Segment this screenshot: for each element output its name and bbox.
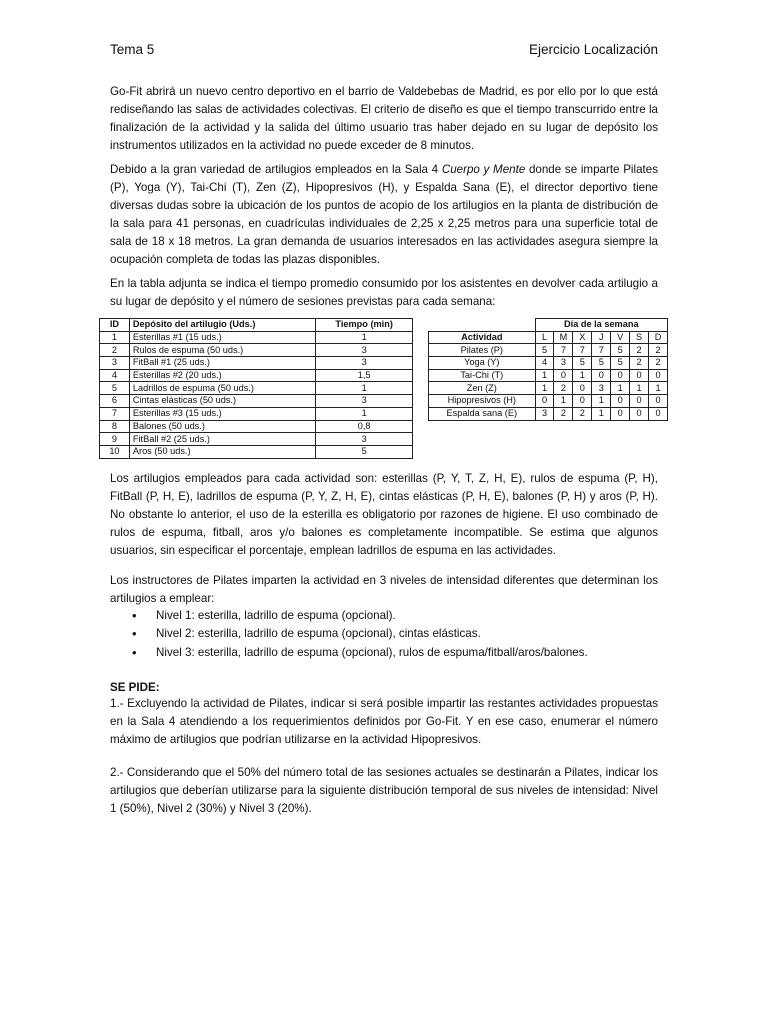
table-row xyxy=(100,433,413,446)
room-name: Cuerpo y Mente xyxy=(441,163,526,176)
session-count-cell: 5 xyxy=(573,357,592,370)
day-header: L xyxy=(535,331,554,344)
activity-cell: Yoga (Y) xyxy=(429,357,536,370)
session-count-cell: 0 xyxy=(535,395,554,408)
page-header xyxy=(110,42,658,62)
pilates-levels-paragraph: Los instructores de Pilates imparten la actividad en 3 niveles de intensidad diferentes que determinan los artilugios a emplear: xyxy=(110,574,658,605)
day-header: X xyxy=(573,331,592,344)
session-count-cell: 1 xyxy=(592,407,611,420)
session-count-cell: 4 xyxy=(535,357,554,370)
table-cell: Balones (50 uds.) xyxy=(129,420,315,433)
table-cell: Esterillas #1 (15 uds.) xyxy=(129,331,315,344)
questions-heading: SE PIDE: xyxy=(110,681,160,694)
session-count-cell: 1 xyxy=(630,382,649,395)
header-topic: Tema 5 xyxy=(110,42,155,57)
list-item: • Nivel 2: esterilla, ladrillo de espuma (opcional), cintas elásticas. xyxy=(110,625,658,643)
activity-cell: Zen (Z) xyxy=(429,382,536,395)
table-cell: 3 xyxy=(316,344,413,357)
session-count-cell: 0 xyxy=(649,407,668,420)
intro-paragraph-2 xyxy=(110,161,658,268)
session-count-cell: 5 xyxy=(611,357,630,370)
session-count-cell: 0 xyxy=(630,369,649,382)
session-count-cell: 2 xyxy=(630,357,649,370)
session-count-cell: 1 xyxy=(573,369,592,382)
table-row xyxy=(100,407,413,420)
table-cell: Ladrillos de espuma (50 uds.) xyxy=(129,382,315,395)
table-cell: Cintas elásticas (50 uds.) xyxy=(129,395,315,408)
table-cell: 9 xyxy=(100,433,130,446)
table-row xyxy=(100,382,413,395)
table-cell: 1 xyxy=(316,382,413,395)
table-cell: Rulos de espuma (50 uds.) xyxy=(129,344,315,357)
session-count-cell: 2 xyxy=(554,407,573,420)
session-count-cell: 5 xyxy=(535,344,554,357)
session-count-cell: 3 xyxy=(592,382,611,395)
session-count-cell: 0 xyxy=(573,395,592,408)
table-row xyxy=(429,382,668,395)
session-count-cell: 1 xyxy=(535,382,554,395)
column-header: Tiempo (min) xyxy=(316,319,413,332)
session-count-cell: 7 xyxy=(573,344,592,357)
table-cell: 1 xyxy=(316,407,413,420)
table-cell: 3 xyxy=(316,357,413,370)
table-cell: 8 xyxy=(100,420,130,433)
schedule-header-row xyxy=(429,331,668,344)
table-row xyxy=(100,445,413,458)
session-count-cell: 2 xyxy=(630,344,649,357)
table-cell: 6 xyxy=(100,395,130,408)
table-cell: 3 xyxy=(316,433,413,446)
session-count-cell: 5 xyxy=(592,357,611,370)
table-cell: FitBall #1 (25 uds.) xyxy=(129,357,315,370)
session-count-cell: 0 xyxy=(611,369,630,382)
table-row xyxy=(100,357,413,370)
session-count-cell: 0 xyxy=(611,395,630,408)
session-count-cell: 0 xyxy=(649,369,668,382)
table-cell: Aros (50 uds.) xyxy=(129,445,315,458)
day-header: V xyxy=(611,331,630,344)
table-row xyxy=(100,369,413,382)
activity-cell: Hipopresivos (H) xyxy=(429,395,536,408)
session-count-cell: 0 xyxy=(592,369,611,382)
header-exercise-title: Ejercicio Localización xyxy=(528,42,658,57)
table-cell: Esterillas #3 (15 uds.) xyxy=(129,407,315,420)
schedule-title: Día de la semana xyxy=(535,319,667,332)
table-cell: 3 xyxy=(316,395,413,408)
session-count-cell: 2 xyxy=(573,407,592,420)
day-header: J xyxy=(592,331,611,344)
session-count-cell: 0 xyxy=(554,369,573,382)
session-count-cell: 1 xyxy=(649,382,668,395)
table-cell: 0,8 xyxy=(316,420,413,433)
pilates-levels-list xyxy=(110,607,658,662)
session-count-cell: 5 xyxy=(611,344,630,357)
table-cell: 4 xyxy=(100,369,130,382)
session-count-cell: 2 xyxy=(649,357,668,370)
session-count-cell: 2 xyxy=(649,344,668,357)
table-row xyxy=(429,344,668,357)
table-cell: FitBall #2 (25 uds.) xyxy=(129,433,315,446)
session-count-cell: 0 xyxy=(611,407,630,420)
session-count-cell: 0 xyxy=(573,382,592,395)
session-count-cell: 0 xyxy=(649,395,668,408)
session-count-cell: 1 xyxy=(535,369,554,382)
intro-paragraph-1: Go-Fit abrirá un nuevo centro deportivo en el barrio de Valdebebas de Madrid, es por ello por lo que está rediseñando las salas de actividades colectivas. El criterio de diseño es que el tiempo transcurrido entre la finalización de la actividad y la salida del último usuario tras haber dejado en su lugar de depósito los instrumentos utilizados en la actividad no puede exceder de 8 minutos. xyxy=(110,85,658,152)
table-cell: Esterillas #2 (20 uds.) xyxy=(129,369,315,382)
schedule-table xyxy=(428,318,668,421)
session-count-cell: 2 xyxy=(554,382,573,395)
activity-cell: Tai-Chi (T) xyxy=(429,369,536,382)
schedule-title-row xyxy=(429,319,668,332)
session-count-cell: 7 xyxy=(592,344,611,357)
table-cell: 3 xyxy=(100,357,130,370)
intro-p2-text-end: donde se imparte Pilates (P), Yoga (Y), Tai-Chi (T), Zen (Z), Hipopresivos (H), y Espalda Sana (E), el director deportivo tiene diversas dudas sobre la ubicación de los puntos de acopio de los artilugios en la planta de distribución de la sala para 41 personas, en cuadrículas individuales de 2,25 x 2,25 metros para una superficie total de sala de 18 x 18 metros. La gran demanda de usuarios interesados en las actividades asegura siempre la ocupación completa de todas las plazas disponibles. xyxy=(110,163,658,266)
column-header: Depósito del artilugio (Uds.) xyxy=(129,319,315,332)
activity-cell: Espalda sana (E) xyxy=(429,407,536,420)
intro-paragraph-3: En la tabla adjunta se indica el tiempo promedio consumido por los asistentes en devolver cada artilugio a su lugar de depósito y el número de sesiones previstas para cada semana: xyxy=(110,277,658,308)
activity-header: Actividad xyxy=(429,331,536,344)
day-header: S xyxy=(630,331,649,344)
question-2: 2.- Considerando que el 50% del número total de las sesiones actuales se destinarán a Pilates, indicar los artilugios que deberían utilizarse para la siguiente distribución temporal de sus niveles de intensidad: Nivel 1 (50%), Nivel 2 (30%) y Nivel 3 (20%). xyxy=(110,766,658,815)
equipment-paragraph: Los artilugios empleados para cada actividad son: esterillas (P, Y, T, Z, H, E), rulos de espuma (P, H), FitBall (P, H, E), ladrillos de espuma (P, Y, Z, H, E), cintas elásticas (P, H, E), balones (P, H) y aros (P, H). No obstante lo anterior, el uso de la esterilla es obligatorio por razones de higiene. El uso combinado de rulos de espuma, fitball, aros y/o balones es completamente incompatible. Se estima que algunos usuarios, sin especificar el porcentaje, emplean ladrillos de espuma en las actividades. xyxy=(110,472,658,557)
table-row xyxy=(100,344,413,357)
table-cell: 1 xyxy=(100,331,130,344)
session-count-cell: 1 xyxy=(592,395,611,408)
deposit-header-row xyxy=(100,319,413,332)
table-cell: 5 xyxy=(316,445,413,458)
table-row xyxy=(100,331,413,344)
table-row xyxy=(100,420,413,433)
table-cell: 1,5 xyxy=(316,369,413,382)
table-row xyxy=(429,407,668,420)
session-count-cell: 1 xyxy=(611,382,630,395)
question-1: 1.- Excluyendo la actividad de Pilates, indicar si será posible impartir las restantes actividades propuestas en la Sala 4 atendiendo a los requerimientos definidos por Go-Fit. Y en ese caso, enumerar el número máximo de artilugios que podrían utilizarse en la actividad Hipopresivos. xyxy=(110,697,658,746)
list-item: • Nivel 1: esterilla, ladrillo de espuma (opcional). xyxy=(110,607,658,625)
session-count-cell: 0 xyxy=(630,407,649,420)
day-header: D xyxy=(649,331,668,344)
table-cell: 1 xyxy=(316,331,413,344)
table-row xyxy=(429,369,668,382)
session-count-cell: 7 xyxy=(554,344,573,357)
table-cell: 7 xyxy=(100,407,130,420)
table-row xyxy=(100,395,413,408)
column-header: ID xyxy=(100,319,130,332)
deposit-table xyxy=(99,318,413,459)
session-count-cell: 0 xyxy=(630,395,649,408)
day-header: M xyxy=(554,331,573,344)
session-count-cell: 1 xyxy=(554,395,573,408)
table-cell: 5 xyxy=(100,382,130,395)
table-row xyxy=(429,395,668,408)
intro-p2-text-start: Debido a la gran variedad de artilugios empleados en la Sala 4 xyxy=(110,163,442,176)
activity-cell: Pilates (P) xyxy=(429,344,536,357)
table-cell: 10 xyxy=(100,445,130,458)
session-count-cell: 3 xyxy=(554,357,573,370)
table-cell: 2 xyxy=(100,344,130,357)
table-row xyxy=(429,357,668,370)
session-count-cell: 3 xyxy=(535,407,554,420)
list-item: • Nivel 3: esterilla, ladrillo de espuma (opcional), rulos de espuma/fitball/aros/balones. xyxy=(110,644,658,662)
